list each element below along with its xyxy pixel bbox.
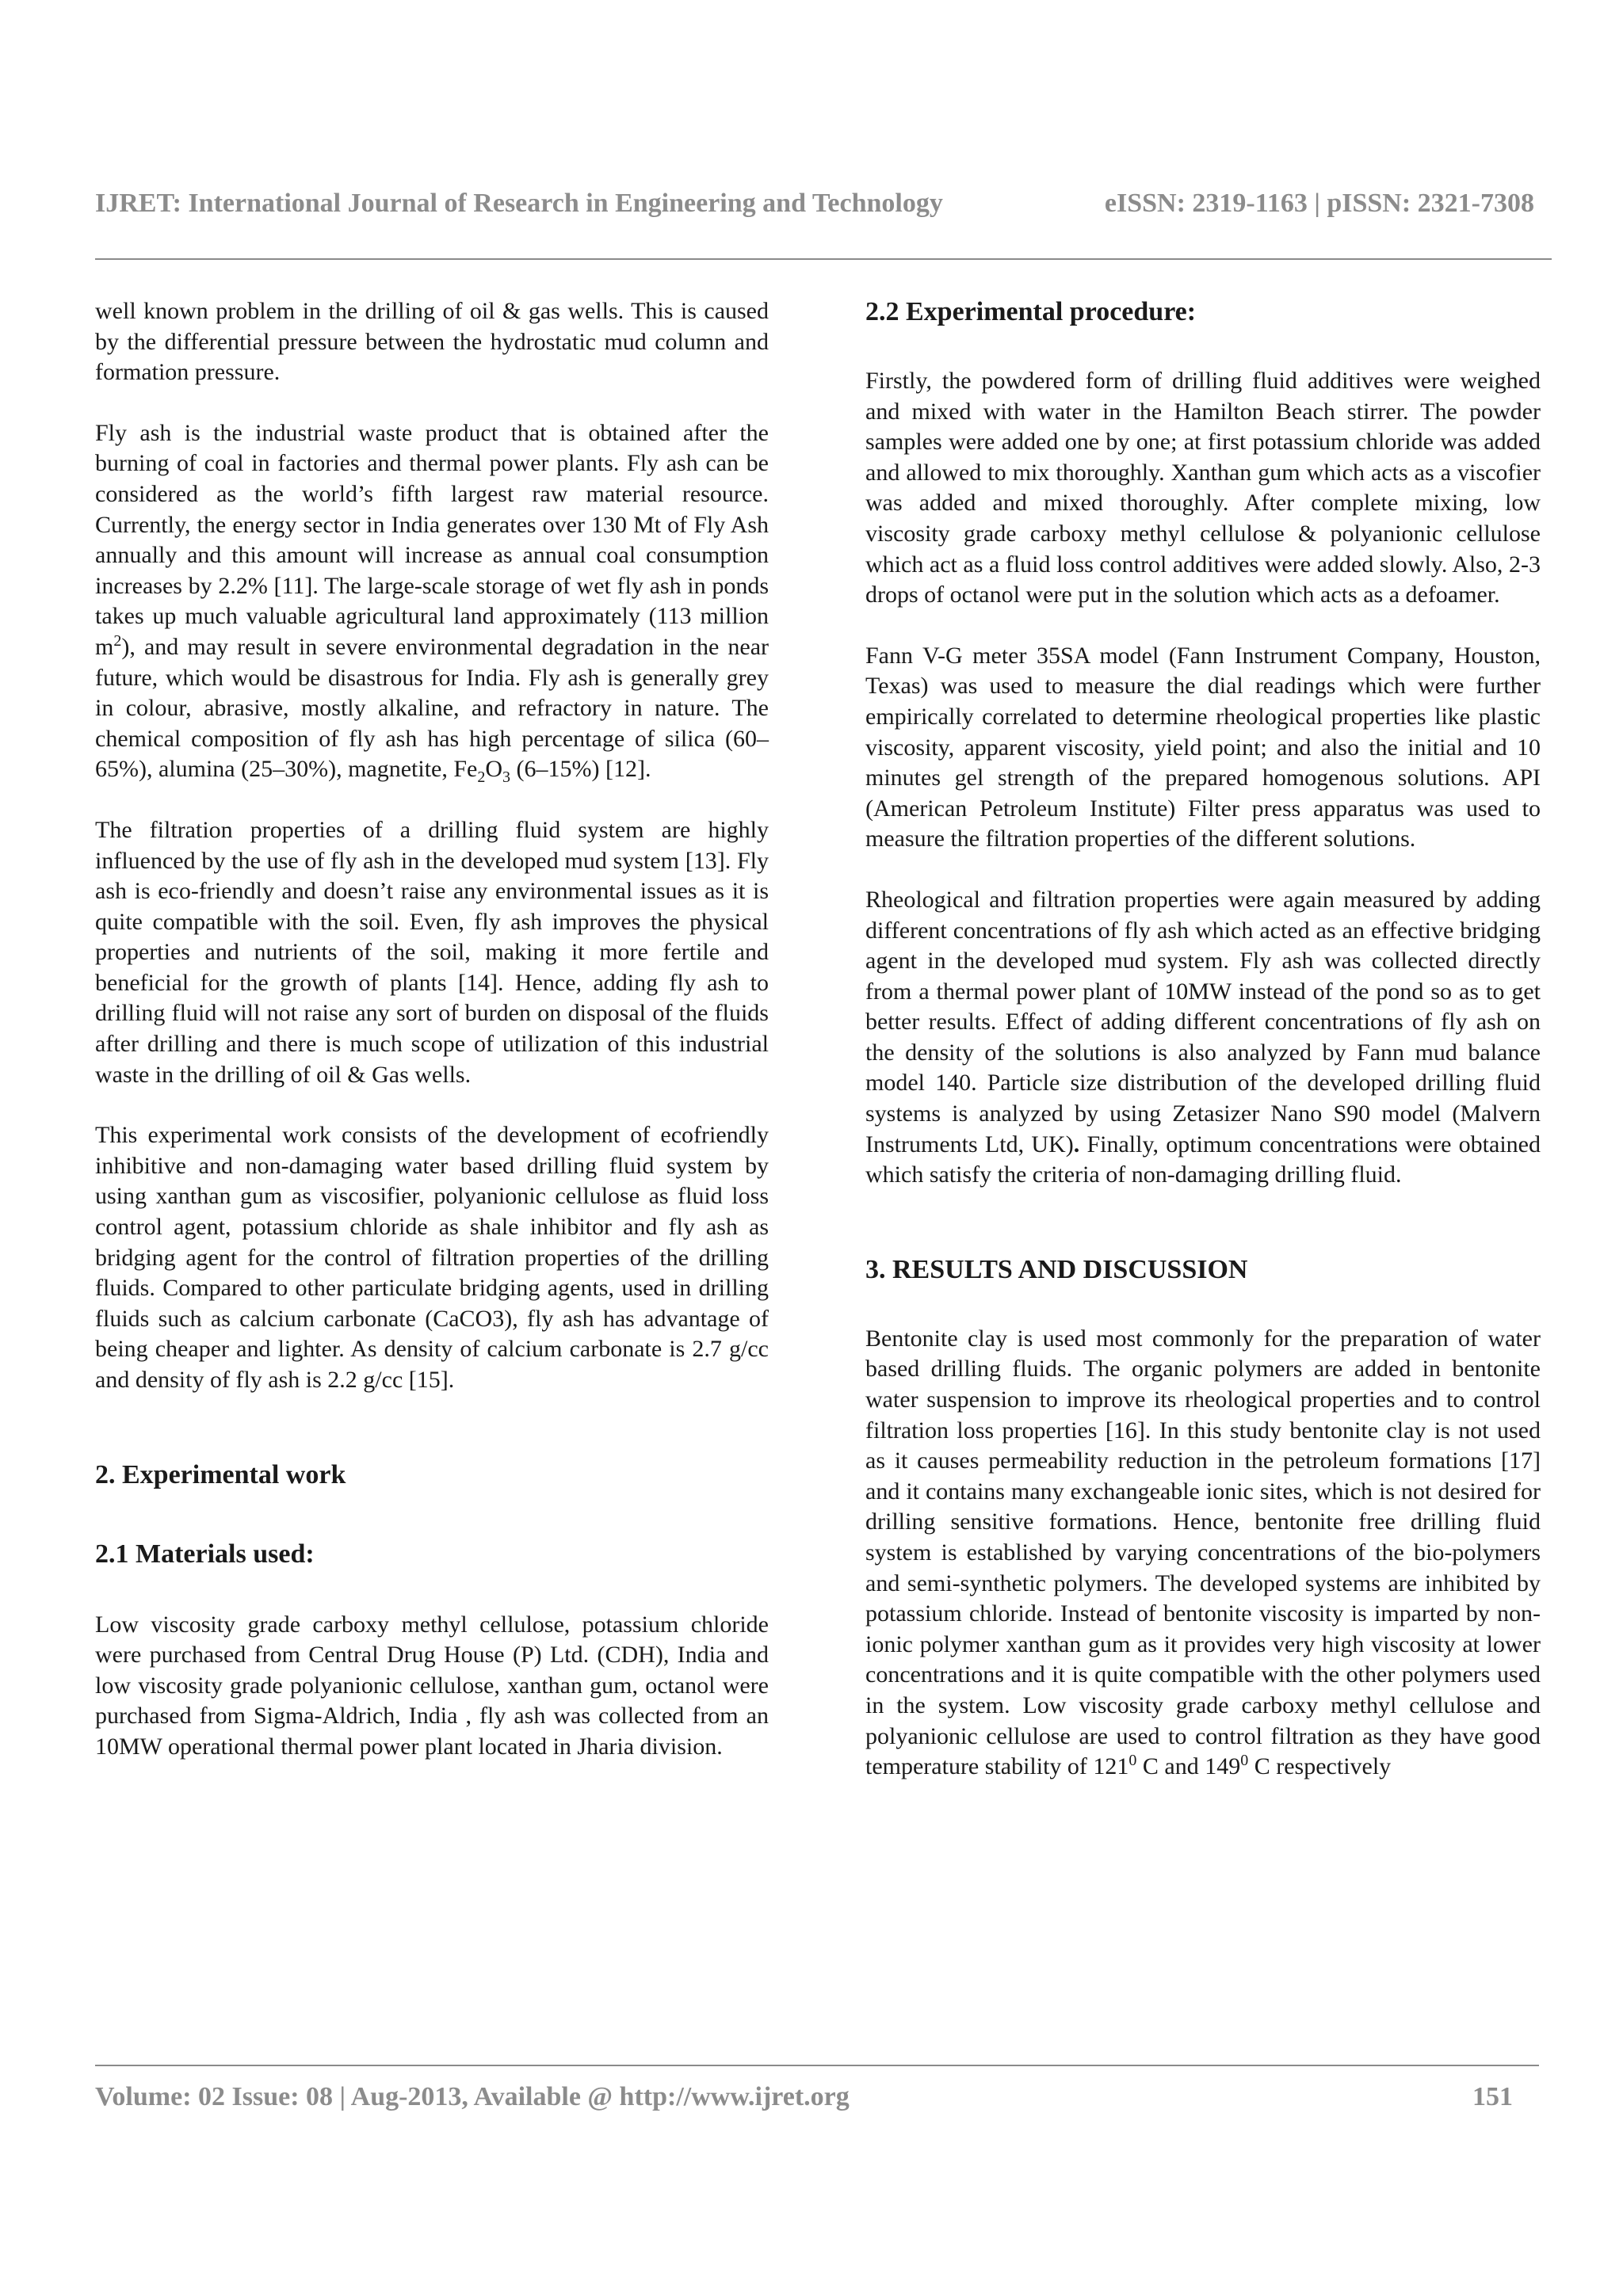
journal-title: IJRET: International Journal of Research in Engineering and Technology (95, 189, 943, 218)
section-heading-results-discussion: 3. RESULTS AND DISCUSSION (865, 1254, 1248, 1284)
paragraph-fly-ash-intro (95, 418, 769, 785)
subscript: 3 (502, 769, 511, 787)
header-rule (95, 258, 1552, 260)
page-number: 151 (1472, 2082, 1513, 2111)
text-segment: Bentonite clay is used most commonly for the preparation of water based drilling fluids. The organic polymers are added in bentonite water suspension to improve its rheological properties and to control filtration loss properties [16]. In this study bentonite clay is not used as it causes permeability reduction in the petroleum formations [17] and it contains many exchangeable ionic sites, which is not desired for drilling sensitive formations. Hence, bentonite free drilling fluid system is established by varying concentrations of the bio-polymers and semi-synthetic polymers. The developed systems are inhibited by potassium chloride. Instead of bentonite viscosity is imparted by non-ionic polymer xanthan gum as it provides very high viscosity at lower concentrations and it is quite compatible with the other polymers used in the system. Low viscosity grade carboxy methyl cellulose and polyanionic cellulose are used to control filtration as they have good temperature stability of 121 (865, 1325, 1541, 1780)
paragraph-experimental-scope: This experimental work consists of the development of ecofriendly inhibitive and non-damaging water based drilling fluid system by using xanthan gum as viscosifier, polyanionic cellulose as fluid loss control agent, potassium chloride as shale inhibitor and fly ash as bridging agent for the control of filtration properties of the drilling fluids. Compared to other particulate bridging agents, used in drilling fluids such as calcium carbonate (CaCO3), fly ash has advantage of being cheaper and lighter. As density of calcium carbonate is 2.7 g/cc and density of fly ash is 2.2 g/cc [15]. (95, 1122, 769, 1393)
superscript: 0 (1128, 1752, 1137, 1770)
text-segment: ), and may result in severe environmental degradation in the near future, which would be disastrous for India. Fly ash is generally grey in colour, abrasive, mostly alkaline, and refractory in nature. The chemical composition of fly ash has high percentage of silica (60–65%), alumina (25–30%), magnetite, Fe (95, 633, 769, 783)
text-segment: Rheological and filtration properties were again measured by adding different concentrations of fly ash which acted as an effective bridging agent in the developed mud system. Fly ash was collected directly from a thermal power plant of 10MW instead of the pond so as to get better results. Effect of adding different concentrations of fly ash on the density of the solutions is also analyzed by Fann mud balance model 140. Particle size distribution of the developed drilling fluid systems is analyzed by using Zetasizer Nano S90 model (Malvern Instruments Ltd, UK) (865, 886, 1541, 1158)
section-heading-materials-used: 2.1 Materials used: (95, 1539, 315, 1569)
text-segment: (6–15%) [12]. (510, 756, 651, 783)
text-segment: C respectively (1248, 1753, 1392, 1780)
superscript: 2 (113, 631, 122, 650)
subscript: 2 (477, 769, 486, 787)
text-segment: Finally, optimum concentrations were obtained which satisfy the criteria of non-damaging drilling fluid. (865, 1131, 1541, 1188)
section-heading-experimental-work: 2. Experimental work (95, 1459, 346, 1489)
issn-line: eISSN: 2319-1163 | pISSN: 2321-7308 (1104, 189, 1534, 218)
right-column (865, 296, 1541, 1783)
paragraph-differential-pressure: well known problem in the drilling of oil & gas wells. This is caused by the differential pressure between the hydrostatic mud column and formation pressure. (95, 298, 769, 386)
paragraph-bentonite (865, 1324, 1541, 1783)
paragraph-rheological-measurement (865, 885, 1541, 1191)
footer-volume-info: Volume: 02 Issue: 08 | Aug-2013, Available @ http://www.ijret.org (95, 2082, 850, 2111)
bold-period: . (1073, 1131, 1080, 1158)
paragraph-fann-meter: Fann V-G meter 35SA model (Fann Instrument Company, Houston, Texas) was used to measure the dial readings which were further empirically correlated to determine rheological properties like plastic viscosity, apparent viscosity, yield point; and also the initial and 10 minutes gel strength of the prepared homogenous solutions. API (American Petroleum Institute) Filter press apparatus was used to measure the filtration properties of the different solutions. (865, 642, 1541, 852)
paragraph-filtration-properties: The filtration properties of a drilling fluid system are highly influenced by the use of fly ash in the developed mud system [13]. Fly ash is eco-friendly and doesn’t raise any environmental issues as it is quite compatible with the soil. Even, fly ash improves the physical properties and nutrients of the soil, making it more fertile and beneficial for the growth of plants [14]. Hence, adding fly ash to drilling fluid will not raise any sort of burden on disposal of the fluids after drilling and there is much scope of utilization of this industrial waste in the drilling of oil & Gas wells. (95, 816, 769, 1088)
footer-rule (95, 2065, 1539, 2066)
section-heading-experimental-procedure: 2.2 Experimental procedure: (865, 297, 1197, 326)
running-header (0, 189, 1623, 236)
paragraph-materials: Low viscosity grade carboxy methyl cellulose, potassium chloride were purchased from Central Drug House (P) Ltd. (CDH), India and low viscosity grade polyanionic cellulose, xanthan gum, octanol were purchased from Sigma-Aldrich, India , fly ash was collected from an 10MW operational thermal power plant located in Jharia division. (95, 1611, 769, 1760)
superscript: 0 (1240, 1752, 1249, 1770)
text-segment: C and 149 (1136, 1753, 1241, 1780)
text-segment: Fly ash is the industrial waste product that is obtained after the burning of coal in factories and thermal power plants. Fly ash can be considered as the world’s fifth largest raw material resource. Currently, the energy sector in India generates over 130 Mt of Fly Ash annually and this amount will increase as annual coal consumption increases by 2.2% [11]. The large-scale storage of wet fly ash in ponds takes up much valuable agricultural land approximately (113 million m (95, 419, 769, 660)
left-column (95, 296, 769, 1763)
text-segment: O (485, 756, 503, 783)
paragraph-procedure: Firstly, the powdered form of drilling fluid additives were weighed and mixed with water in the Hamilton Beach stirrer. The powder samples were added one by one; at first potassium chloride was added and allowed to mix thoroughly. Xanthan gum which acts as a viscofier was added and mixed thoroughly. After complete mixing, low viscosity grade carboxy methyl cellulose & polyanionic cellulose which act as a fluid loss control additives were added slowly. Also, 2-3 drops of octanol were put in the solution which acts as a defoamer. (865, 368, 1541, 608)
